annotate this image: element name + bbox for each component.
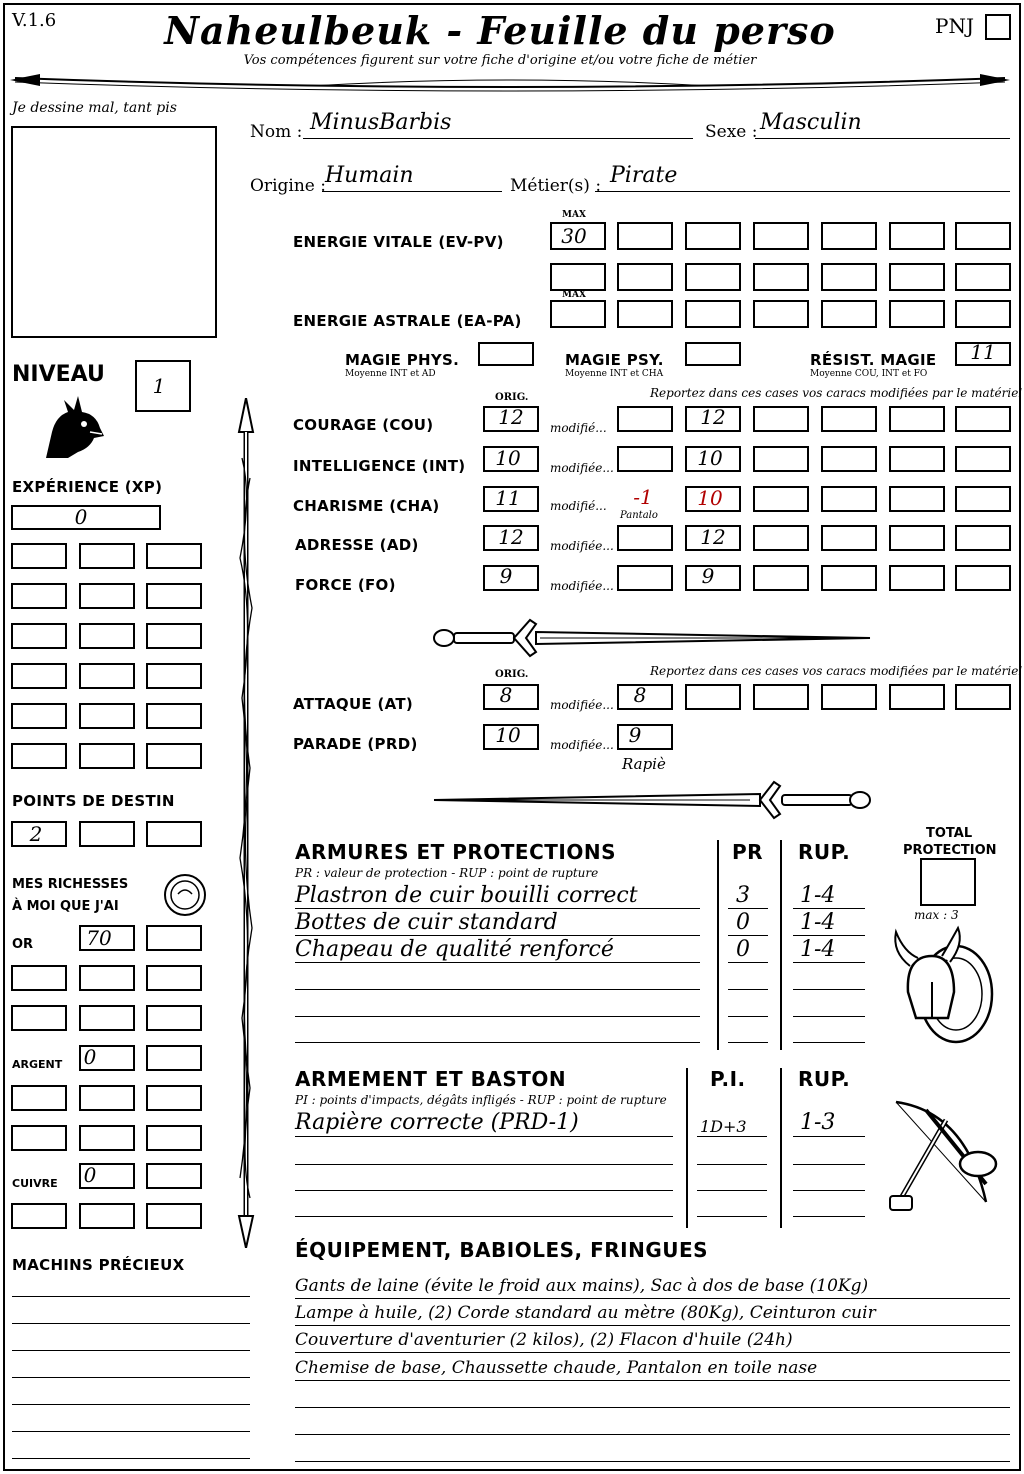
attaque-orig-value: 8 <box>499 683 513 707</box>
xp-value: 0 <box>74 505 88 529</box>
metier-label: Métier(s) : <box>510 176 602 196</box>
carac-extra-box[interactable] <box>753 525 809 551</box>
total-protection-label-2: PROTECTION <box>903 843 997 858</box>
carac-extra-box[interactable] <box>889 446 945 472</box>
argent-box[interactable] <box>79 1085 135 1111</box>
parade-mod-value: 9 <box>628 723 642 747</box>
xp-grid-box[interactable] <box>11 743 67 769</box>
armures-pr-header: PR <box>732 840 764 864</box>
carac-final-value: 10 <box>697 446 723 470</box>
xp-grid-box[interactable] <box>79 663 135 689</box>
machins-label: MACHINS PRÉCIEUX <box>12 1256 185 1274</box>
armure-rup: 1-4 <box>800 937 836 962</box>
magie-phys-box[interactable] <box>478 342 534 366</box>
equipement-line[interactable] <box>295 1307 1010 1326</box>
cuivre-box[interactable] <box>146 1163 202 1189</box>
parade-mod-label: modifiée... <box>550 738 614 752</box>
armure-line[interactable] <box>295 917 700 936</box>
carac-mod-box[interactable] <box>617 565 673 591</box>
niveau-label: NIVEAU <box>12 362 105 387</box>
equipement-title: ÉQUIPEMENT, BABIOLES, FRINGUES <box>295 1238 709 1262</box>
sword-icon <box>430 776 875 826</box>
or-box[interactable] <box>79 965 135 991</box>
carac-extra-box[interactable] <box>955 446 1011 472</box>
arme-line[interactable] <box>295 1118 673 1137</box>
combat-orig-label: ORIG. <box>495 669 529 680</box>
machins-line[interactable] <box>12 1278 250 1297</box>
cuivre-box[interactable] <box>11 1203 67 1229</box>
destin-value: 2 <box>29 822 43 846</box>
armement-pi-header: P.I. <box>710 1067 746 1091</box>
armure-pr-line[interactable] <box>728 944 768 963</box>
carac-mod-label: modifiée... <box>550 579 614 593</box>
combat-report-note: Reportez dans ces cases vos caracs modifiées par le matériel <box>650 664 1023 678</box>
armure-line[interactable] <box>295 890 700 909</box>
destin-box[interactable] <box>79 821 135 847</box>
armure-rup-line[interactable] <box>793 944 865 963</box>
arme-rup-line[interactable] <box>793 1198 865 1217</box>
armure-pr-line[interactable] <box>728 1024 768 1043</box>
carac-extra-box[interactable] <box>821 446 877 472</box>
ev-box[interactable] <box>550 263 606 291</box>
parade-label: PARADE (PRD) <box>293 735 418 753</box>
total-protection-label-1: TOTAL <box>926 826 973 841</box>
equipement-text: Couverture d'aventurier (2 kilos), (2) Flacon d'huile (24h) <box>295 1330 793 1350</box>
armement-rup-header: RUP. <box>798 1067 851 1091</box>
sheet-subtitle: Vos compétences figurent sur votre fiche d'origine et/ou votre fiche de métier <box>243 53 757 68</box>
armure-name: Bottes de cuir standard <box>295 910 558 935</box>
parade-mod-note: Rapiè <box>622 755 666 773</box>
helmet-shield-icon <box>888 922 1000 1048</box>
xp-grid-box[interactable] <box>146 703 202 729</box>
or-box[interactable] <box>11 965 67 991</box>
arme-line[interactable] <box>295 1198 673 1217</box>
arme-rup-line[interactable] <box>793 1146 865 1165</box>
resist-magie-note: Moyenne COU, INT et FO <box>810 369 928 379</box>
carac-label: FORCE (FO) <box>295 576 396 594</box>
xp-grid-box[interactable] <box>79 703 135 729</box>
armures-note: PR : valeur de protection - RUP : point de rupture <box>295 866 599 880</box>
total-protection-max: max : 3 <box>914 908 959 922</box>
armement-col-divider <box>780 1068 782 1228</box>
arme-pi-line[interactable] <box>697 1172 767 1191</box>
carac-extra-box[interactable] <box>821 525 877 551</box>
xp-grid-box[interactable] <box>146 743 202 769</box>
xp-label: EXPÉRIENCE (XP) <box>12 478 163 496</box>
or-box[interactable] <box>146 1005 202 1031</box>
pnj-checkbox[interactable] <box>985 14 1011 40</box>
ea-box[interactable] <box>821 300 877 328</box>
magie-phys-note: Moyenne INT et AD <box>345 369 436 379</box>
equipement-line[interactable] <box>295 1443 1010 1462</box>
cuivre-value: 0 <box>83 1163 97 1187</box>
armure-pr: 0 <box>736 910 750 935</box>
cuivre-box[interactable] <box>79 1203 135 1229</box>
carac-mod-label: modifié... <box>550 499 607 513</box>
armure-line[interactable] <box>295 944 700 963</box>
machins-line[interactable] <box>12 1359 250 1378</box>
equipement-text: Lampe à huile, (2) Corde standard au mètre (80Kg), Ceinturon cuir <box>295 1303 876 1323</box>
carac-extra-box[interactable] <box>889 486 945 512</box>
armure-rup-line[interactable] <box>793 998 865 1017</box>
metier-value: Pirate <box>610 163 678 188</box>
origine-value: Humain <box>325 163 414 188</box>
armure-name: Plastron de cuir bouilli correct <box>295 883 638 908</box>
ea-box[interactable] <box>889 300 945 328</box>
resist-magie-label: RÉSIST. MAGIE <box>810 351 937 369</box>
carac-mod-box[interactable] <box>617 525 673 551</box>
armure-pr-line[interactable] <box>728 917 768 936</box>
carac-orig-value: 11 <box>495 486 521 510</box>
sword-icon <box>430 612 880 662</box>
richesses-label-1: MES RICHESSES <box>12 877 129 892</box>
resist-magie-value: 11 <box>970 340 996 364</box>
machins-line[interactable] <box>12 1332 250 1351</box>
carac-extra-box[interactable] <box>955 486 1011 512</box>
argent-box[interactable] <box>11 1085 67 1111</box>
magie-psy-label: MAGIE PSY. <box>565 351 664 369</box>
argent-box[interactable] <box>146 1125 202 1151</box>
carac-label: INTELLIGENCE (INT) <box>293 457 466 475</box>
armement-title: ARMEMENT ET BASTON <box>295 1067 567 1091</box>
attaque-extra-box[interactable] <box>821 684 877 710</box>
version-label: V.1.6 <box>12 10 57 31</box>
destin-label: POINTS DE DESTIN <box>12 792 175 810</box>
arme-pi-line[interactable] <box>697 1198 767 1217</box>
armure-line[interactable] <box>295 998 700 1017</box>
carac-extra-box[interactable] <box>753 406 809 432</box>
carac-label: CHARISME (CHA) <box>293 497 440 515</box>
equipement-line[interactable] <box>295 1362 1010 1381</box>
equipement-line[interactable] <box>295 1416 1010 1435</box>
attaque-extra-box[interactable] <box>955 684 1011 710</box>
attaque-mod-label: modifiée... <box>550 698 614 712</box>
machins-line[interactable] <box>12 1386 250 1405</box>
armures-col-divider <box>717 840 719 1050</box>
carac-orig-value: 9 <box>499 564 513 588</box>
caracs-orig-label: ORIG. <box>495 392 529 403</box>
armures-title: ARMURES ET PROTECTIONS <box>295 840 616 864</box>
armure-pr: 3 <box>736 883 750 908</box>
xp-grid-box[interactable] <box>11 703 67 729</box>
header-spear-icon <box>10 66 1010 100</box>
ea-max-box[interactable] <box>550 300 606 328</box>
carac-mod-box[interactable] <box>617 446 673 472</box>
nom-value: MinusBarbis <box>310 110 452 135</box>
or-box[interactable] <box>146 925 202 951</box>
equipement-text: Chemise de base, Chaussette chaude, Pantalon en toile nase <box>295 1358 818 1378</box>
carac-extra-box[interactable] <box>889 525 945 551</box>
xp-grid-box[interactable] <box>146 583 202 609</box>
arme-rup-line[interactable] <box>793 1172 865 1191</box>
armement-note: PI : points d'impacts, dégâts infligés - RUP : point de rupture <box>295 1093 667 1107</box>
arme-rup-line[interactable] <box>793 1118 865 1137</box>
armure-rup-line[interactable] <box>793 971 865 990</box>
carac-extra-box[interactable] <box>821 406 877 432</box>
xp-grid-box[interactable] <box>79 743 135 769</box>
ev-max-value: 30 <box>561 224 587 248</box>
carac-final-value: 12 <box>700 525 726 549</box>
armure-pr: 0 <box>736 937 750 962</box>
argent-box[interactable] <box>146 1085 202 1111</box>
cuivre-label: CUIVRE <box>12 1177 58 1190</box>
parade-orig-value: 10 <box>495 723 521 747</box>
carac-mod-label: modifiée... <box>550 539 614 553</box>
ev-box[interactable] <box>685 222 741 250</box>
ea-box[interactable] <box>617 300 673 328</box>
attaque-extra-box[interactable] <box>889 684 945 710</box>
carac-orig-value: 10 <box>495 446 521 470</box>
magie-psy-box[interactable] <box>685 342 741 366</box>
armures-rup-header: RUP. <box>798 840 851 864</box>
carac-label: COURAGE (COU) <box>293 416 434 434</box>
armure-line[interactable] <box>295 1024 700 1043</box>
attaque-mod-value: 8 <box>633 683 647 707</box>
sexe-label: Sexe : <box>705 122 758 142</box>
carac-extra-box[interactable] <box>821 486 877 512</box>
xp-grid-box[interactable] <box>11 543 67 569</box>
machins-line[interactable] <box>12 1440 250 1459</box>
armure-line[interactable] <box>295 971 700 990</box>
argent-box[interactable] <box>146 1045 202 1071</box>
machins-line[interactable] <box>12 1413 250 1432</box>
xp-grid-box[interactable] <box>79 583 135 609</box>
machins-line[interactable] <box>12 1305 250 1324</box>
xp-grid-box[interactable] <box>79 543 135 569</box>
arme-rup: 1-3 <box>800 1110 836 1135</box>
carac-extra-box[interactable] <box>955 525 1011 551</box>
arme-pi: 1D+3 <box>700 1117 747 1136</box>
magie-phys-label: MAGIE PHYS. <box>345 351 460 369</box>
attaque-extra-box[interactable] <box>685 684 741 710</box>
carac-extra-box[interactable] <box>753 446 809 472</box>
armure-rup-line[interactable] <box>793 1024 865 1043</box>
carac-extra-box[interactable] <box>821 565 877 591</box>
ev-box[interactable] <box>955 263 1011 291</box>
ev-box[interactable] <box>753 263 809 291</box>
or-label: OR <box>12 937 34 952</box>
armures-col-divider <box>780 840 782 1050</box>
arme-name: Rapière correcte (PRD-1) <box>295 1110 579 1135</box>
or-box[interactable] <box>79 1005 135 1031</box>
ev-box[interactable] <box>889 222 945 250</box>
ea-box[interactable] <box>955 300 1011 328</box>
or-box[interactable] <box>146 965 202 991</box>
argent-box[interactable] <box>11 1125 67 1151</box>
ev-box[interactable] <box>753 222 809 250</box>
sexe-value: Masculin <box>760 110 862 135</box>
carac-extra-box[interactable] <box>889 565 945 591</box>
ev-box[interactable] <box>955 222 1011 250</box>
equipement-line[interactable] <box>295 1389 1010 1408</box>
arme-line[interactable] <box>295 1172 673 1191</box>
equipement-text: Gants de laine (évite le froid aux mains), Sac à dos de base (10Kg) <box>295 1276 869 1296</box>
cuivre-box[interactable] <box>146 1203 202 1229</box>
argent-label: ARGENT <box>12 1058 63 1071</box>
xp-grid-box[interactable] <box>11 583 67 609</box>
nom-label: Nom : <box>250 122 303 142</box>
attaque-extra-box[interactable] <box>753 684 809 710</box>
total-protection-box[interactable] <box>920 858 976 906</box>
xp-grid-box[interactable] <box>11 623 67 649</box>
carac-extra-box[interactable] <box>955 565 1011 591</box>
ev-box[interactable] <box>821 263 877 291</box>
crossed-weapons-icon <box>886 1092 1006 1220</box>
carac-mod-box[interactable] <box>617 406 673 432</box>
ev-label: ENERGIE VITALE (EV-PV) <box>293 233 504 251</box>
richesses-label-2: À MOI QUE J'AI <box>12 899 119 914</box>
carac-mod-note: Pantalo <box>620 510 658 521</box>
armure-pr-line[interactable] <box>728 971 768 990</box>
carac-label: ADRESSE (AD) <box>295 536 419 554</box>
armure-pr-line[interactable] <box>728 890 768 909</box>
or-box[interactable] <box>11 1005 67 1031</box>
pnj-label: PNJ <box>935 14 974 38</box>
carac-orig-value: 12 <box>498 405 524 429</box>
spear-icon <box>228 398 264 1248</box>
equipement-line[interactable] <box>295 1280 1010 1299</box>
ea-box[interactable] <box>685 300 741 328</box>
xp-grid-box[interactable] <box>79 623 135 649</box>
xp-grid-box[interactable] <box>146 623 202 649</box>
carac-mod-label: modifiée... <box>550 461 614 475</box>
armure-name: Chapeau de qualité renforcé <box>295 937 614 962</box>
armure-rup-line[interactable] <box>793 917 865 936</box>
ev-box[interactable] <box>685 263 741 291</box>
carac-orig-value: 12 <box>498 525 524 549</box>
origine-label: Origine : <box>250 176 326 196</box>
ev-max-label: MAX <box>562 210 586 220</box>
carac-extra-box[interactable] <box>753 565 809 591</box>
or-value: 70 <box>86 926 112 950</box>
ea-max-label: MAX <box>562 290 586 300</box>
portrait-caption: Je dessine mal, tant pis <box>12 100 177 116</box>
ev-box[interactable] <box>617 263 673 291</box>
armure-pr-line[interactable] <box>728 998 768 1017</box>
caracs-report-note: Reportez dans ces cases vos caracs modifiées par le matériel <box>650 386 1023 400</box>
carac-mod-value: -1 <box>633 485 653 509</box>
carac-final-value: 12 <box>700 405 726 429</box>
ev-box[interactable] <box>617 222 673 250</box>
armement-col-divider <box>686 1068 688 1228</box>
argent-value: 0 <box>83 1045 97 1069</box>
carac-final-value: 10 <box>697 486 723 510</box>
arme-pi-line[interactable] <box>697 1146 767 1165</box>
arme-line[interactable] <box>295 1146 673 1165</box>
carac-extra-box[interactable] <box>955 406 1011 432</box>
ev-box[interactable] <box>889 263 945 291</box>
equipement-line[interactable] <box>295 1334 1010 1353</box>
carac-mod-label: modifié... <box>550 421 607 435</box>
ea-box[interactable] <box>753 300 809 328</box>
armure-rup: 1-4 <box>800 910 836 935</box>
arme-pi-line[interactable] <box>697 1118 767 1137</box>
portrait-box[interactable] <box>11 126 217 338</box>
carac-extra-box[interactable] <box>889 406 945 432</box>
ea-label: ENERGIE ASTRALE (EA-PA) <box>293 312 522 330</box>
dragon-icon <box>38 392 108 464</box>
destin-box[interactable] <box>146 821 202 847</box>
armure-rup: 1-4 <box>800 883 836 908</box>
xp-grid-box[interactable] <box>146 663 202 689</box>
armure-rup-line[interactable] <box>793 890 865 909</box>
carac-extra-box[interactable] <box>753 486 809 512</box>
sheet-title: Naheulbeuk - Feuille du perso <box>164 8 836 53</box>
carac-final-value: 9 <box>701 564 715 588</box>
xp-grid-box[interactable] <box>11 663 67 689</box>
coin-icon <box>162 872 208 918</box>
magie-psy-note: Moyenne INT et CHA <box>565 369 664 379</box>
xp-grid-box[interactable] <box>146 543 202 569</box>
attaque-label: ATTAQUE (AT) <box>293 695 414 713</box>
ev-box[interactable] <box>821 222 877 250</box>
niveau-value: 1 <box>152 374 166 398</box>
argent-box[interactable] <box>79 1125 135 1151</box>
